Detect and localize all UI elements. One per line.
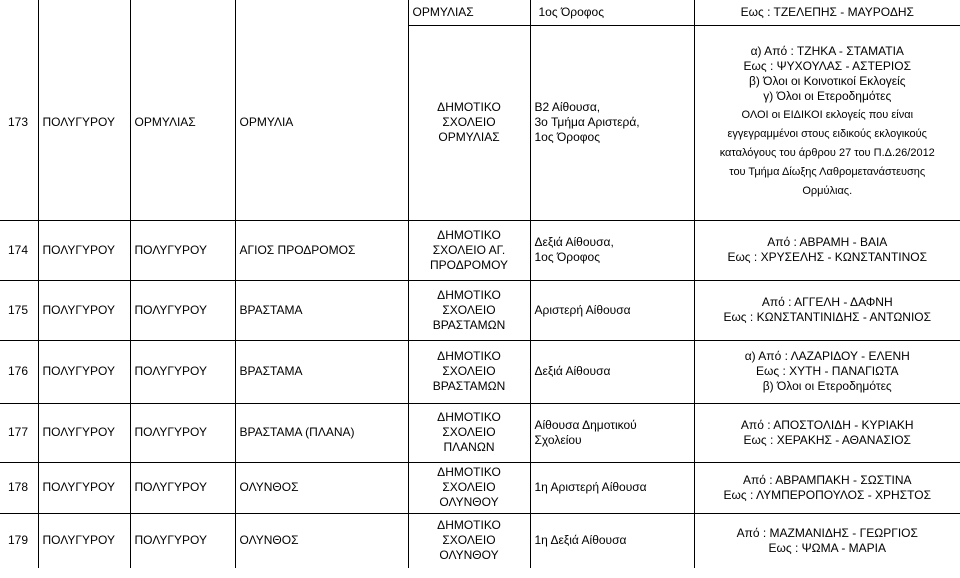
- region-cell: [38, 462, 130, 513]
- school-line: ΣΧΟΛΕΙΟ: [442, 302, 496, 317]
- voters-line: Από : ΜΑΖΜΑΝΙΔΗΣ - ΓΕΩΡΓΙΟΣ: [736, 525, 918, 540]
- school-line: ΔΗΜΟΤΙΚΟ: [437, 349, 501, 363]
- region-text: ΠΟΛΥΓΥΡΟΥ: [42, 425, 115, 439]
- room-line: 1η Δεξιά Αίθουσα: [534, 533, 627, 548]
- place-cell: [235, 280, 408, 340]
- voters-cell: [694, 25, 960, 220]
- school-line: ΒΡΑΣΤΑΜΩΝ: [432, 317, 506, 332]
- municipality-cell: [130, 220, 235, 280]
- station-number-text: 177: [8, 425, 29, 439]
- room-cell: [530, 280, 694, 340]
- voters-line: Από : ΑΠΟΣΤΟΛΙΔΗ - ΚΥΡΙΑΚΗ: [740, 417, 914, 432]
- school-cell: [408, 462, 530, 513]
- room-cell: [530, 462, 694, 513]
- municipality-cell: [130, 25, 235, 220]
- room-line: 1η Αριστερή Αίθουσα: [534, 480, 647, 494]
- school-line: ΟΛΥΝΘΟΥ: [439, 548, 499, 563]
- station-number: [0, 513, 38, 568]
- school-line: ΣΧΟΛΕΙΟ ΑΓ.: [432, 242, 506, 257]
- school-line: ΔΗΜΟΤΙΚΟ: [437, 410, 501, 424]
- voters-line: Από : ΑΒΡΑΜΠΑΚΗ - ΣΩΣΤΙΝΑ: [742, 472, 912, 487]
- region-cell: [38, 220, 130, 280]
- voters-cell: [694, 403, 960, 462]
- room-line: Αίθουσα Δημοτικού: [534, 417, 637, 432]
- place-text: ΟΛΥΝΘΟΣ: [239, 533, 299, 548]
- voters-cell: [694, 340, 960, 403]
- station-number: [0, 25, 38, 220]
- special-voters-note: [699, 106, 957, 201]
- region-cell: [38, 403, 130, 462]
- station-number: [0, 462, 38, 513]
- region-cell: [38, 280, 130, 340]
- room-cell: [530, 220, 694, 280]
- note-line: του Τμήμα Δίωξης Λαθρομετανάστευσης: [729, 166, 926, 178]
- school-line: ΠΛΑΝΩΝ: [443, 440, 495, 454]
- school-line: ΣΧΟΛΕΙΟ: [442, 364, 496, 378]
- place-text: ΟΛΥΝΘΟΣ: [239, 480, 299, 494]
- voters-line: Εως : ΨΥΧΟΥΛΑΣ - ΑΣΤΕΡΙΟΣ: [743, 59, 912, 73]
- school-cell: [408, 280, 530, 340]
- table-row: [0, 462, 960, 513]
- voters-cell: [694, 513, 960, 568]
- room-line: Σχολείου: [534, 432, 582, 447]
- school-line: ΔΗΜΟΤΙΚΟ: [437, 518, 501, 533]
- table-row: [0, 340, 960, 403]
- voters-line: γ) Όλοι οι Ετεροδημότες: [763, 89, 892, 103]
- table-row: [0, 280, 960, 340]
- top-voters: Εως : ΤΖΕΛΕΠΗΣ - ΜΑΥΡΟΔΗΣ: [694, 0, 960, 25]
- top-room: 1ος Όροφος: [530, 0, 694, 25]
- station-number-text: 174: [8, 242, 29, 257]
- note-line: Ορμύλιας.: [802, 185, 853, 197]
- school-cell: [408, 513, 530, 568]
- voters-line: Εως : ΧΥΤΗ - ΠΑΝΑΓΙΩΤΑ: [755, 364, 899, 378]
- note-line: εγγεγραμμένοι στους ειδικούς εκλογικούς: [727, 128, 927, 140]
- note-line: καταλόγους του άρθρου 27 του Π.Δ.26/2012: [719, 147, 935, 159]
- voters-cell: [694, 462, 960, 513]
- place-text: ΒΡΑΣΤΑΜΑ: [239, 364, 303, 378]
- voters-line: Εως : ΛΥΜΠΕΡΟΠΟΥΛΟΣ - ΧΡΗΣΤΟΣ: [723, 487, 931, 502]
- place-cell: [235, 462, 408, 513]
- voters-cell: [694, 280, 960, 340]
- school-cell: [408, 220, 530, 280]
- school-line: ΟΡΜΥΛΙΑΣ: [438, 130, 500, 144]
- table-row: [0, 25, 960, 220]
- municipality-text: ΠΟΛΥΓΥΡΟΥ: [134, 242, 207, 257]
- table-row: [0, 220, 960, 280]
- region-text: ΠΟΛΥΓΥΡΟΥ: [42, 480, 115, 494]
- school-line: ΒΡΑΣΤΑΜΩΝ: [432, 379, 506, 393]
- municipality-cell: [130, 340, 235, 403]
- school-line: ΔΗΜΟΤΙΚΟ: [437, 100, 501, 114]
- region-text: ΠΟΛΥΓΥΡΟΥ: [42, 302, 115, 317]
- room-line: 1ος Όροφος: [534, 250, 600, 264]
- voters-line: α) Από : ΤΖΗΚΑ - ΣΤΑΜΑΤΙΑ: [750, 44, 904, 58]
- school-line: ΔΗΜΟΤΙΚΟ: [437, 465, 501, 479]
- school-line: ΔΗΜΟΤΙΚΟ: [437, 227, 501, 242]
- region-text: ΠΟΛΥΓΥΡΟΥ: [42, 242, 115, 257]
- region-text: ΠΟΛΥΓΥΡΟΥ: [42, 533, 115, 548]
- region-cell: [38, 25, 130, 220]
- station-number: [0, 403, 38, 462]
- municipality-cell: [130, 403, 235, 462]
- place-text: ΒΡΑΣΤΑΜΑ: [239, 302, 303, 317]
- table-row: [0, 403, 960, 462]
- voters-line: Εως : ΧΡΥΣΕΛΗΣ - ΚΩΝΣΤΑΝΤΙΝΟΣ: [727, 250, 928, 264]
- top-muni: ΟΡΜΥΛΙΑΣ: [408, 0, 530, 25]
- voters-line: Από : ΑΓΓΕΛΗ - ΔΑΦΝΗ: [761, 295, 893, 309]
- region-cell: [38, 513, 130, 568]
- room-cell: [530, 25, 694, 220]
- place-cell: [235, 403, 408, 462]
- room-cell: [530, 403, 694, 462]
- municipality-text: ΠΟΛΥΓΥΡΟΥ: [134, 302, 207, 317]
- station-number-text: 173: [8, 114, 29, 129]
- room-line: Αριστερή Αίθουσα: [534, 302, 631, 317]
- station-number: [0, 280, 38, 340]
- note-line: ΟΛΟΙ οι ΕΙΔΙΚΟΙ εκλογείς που είναι: [741, 109, 914, 121]
- station-number-text: 179: [8, 533, 29, 548]
- place-cell: [235, 25, 408, 220]
- place-text: ΟΡΜΥΛΙΑ: [239, 114, 294, 129]
- table-row: [0, 513, 960, 568]
- room-line: 1ος Όροφος: [534, 130, 600, 144]
- municipality-cell: [130, 280, 235, 340]
- station-number-text: 178: [8, 480, 29, 494]
- municipality-text: ΠΟΛΥΓΥΡΟΥ: [134, 364, 207, 378]
- voters-line: Από : ΑΒΡΑΜΗ - ΒΑΙΑ: [767, 235, 888, 249]
- school-cell: [408, 340, 530, 403]
- municipality-text: ΠΟΛΥΓΥΡΟΥ: [134, 533, 207, 548]
- municipality-cell: [130, 462, 235, 513]
- municipality-text: ΠΟΛΥΓΥΡΟΥ: [134, 425, 207, 439]
- place-cell: [235, 220, 408, 280]
- voters-line: β) Όλοι οι Κοινοτικοί Εκλογείς: [748, 74, 906, 88]
- room-line: Β2 Αίθουσα,: [534, 100, 601, 114]
- room-cell: [530, 513, 694, 568]
- place-text: ΒΡΑΣΤΑΜΑ (ΠΛΑΝΑ): [239, 425, 355, 439]
- room-line: 3ο Τμήμα Αριστερά,: [534, 115, 640, 129]
- region-text: ΠΟΛΥΓΥΡΟΥ: [42, 114, 115, 129]
- voters-line: β) Όλοι οι Ετεροδημότες: [762, 379, 892, 393]
- voters-line: Εως : ΚΩΝΣΤΑΝΤΙΝΙΔΗΣ - ΑΝΤΩΝΙΟΣ: [723, 310, 932, 324]
- region-cell: [38, 340, 130, 403]
- school-line: ΠΡΟΔΡΟΜΟΥ: [429, 257, 509, 272]
- voters-line: α) Από : ΛΑΖΑΡΙΔΟΥ - ΕΛΕΝΗ: [744, 349, 910, 363]
- place-text: ΑΓΙΟΣ ΠΡΟΔΡΟΜΟΣ: [239, 242, 356, 257]
- school-cell: [408, 403, 530, 462]
- school-line: ΣΧΟΛΕΙΟ ΟΛΥΝΘΟΥ: [439, 480, 499, 509]
- municipality-cell: [130, 513, 235, 568]
- table-row-top: [0, 0, 960, 25]
- school-line: ΣΧΟΛΕΙΟ: [442, 115, 496, 129]
- place-cell: [235, 513, 408, 568]
- voters-line: Εως : ΧΕΡΑΚΗΣ - ΑΘΑΝΑΣΙΟΣ: [743, 432, 911, 447]
- room-line: Δεξιά Αίθουσα,: [534, 235, 614, 249]
- place-cell: [235, 340, 408, 403]
- municipality-text: ΠΟΛΥΓΥΡΟΥ: [134, 480, 207, 494]
- voters-cell: [694, 220, 960, 280]
- school-cell: [408, 25, 530, 220]
- station-number: [0, 220, 38, 280]
- school-line: ΔΗΜΟΤΙΚΟ: [437, 287, 501, 302]
- room-line: Δεξιά Αίθουσα: [534, 364, 611, 378]
- station-number-text: 175: [8, 302, 29, 317]
- municipality-text: ΟΡΜΥΛΙΑΣ: [134, 114, 196, 129]
- region-text: ΠΟΛΥΓΥΡΟΥ: [42, 364, 115, 378]
- station-number-text: 176: [8, 364, 29, 378]
- voters-line: Εως : ΨΩΜΑ - ΜΑΡΙΑ: [768, 540, 886, 555]
- room-cell: [530, 340, 694, 403]
- school-line: ΣΧΟΛΕΙΟ: [442, 533, 496, 548]
- station-number: [0, 340, 38, 403]
- school-line: ΣΧΟΛΕΙΟ: [442, 425, 496, 439]
